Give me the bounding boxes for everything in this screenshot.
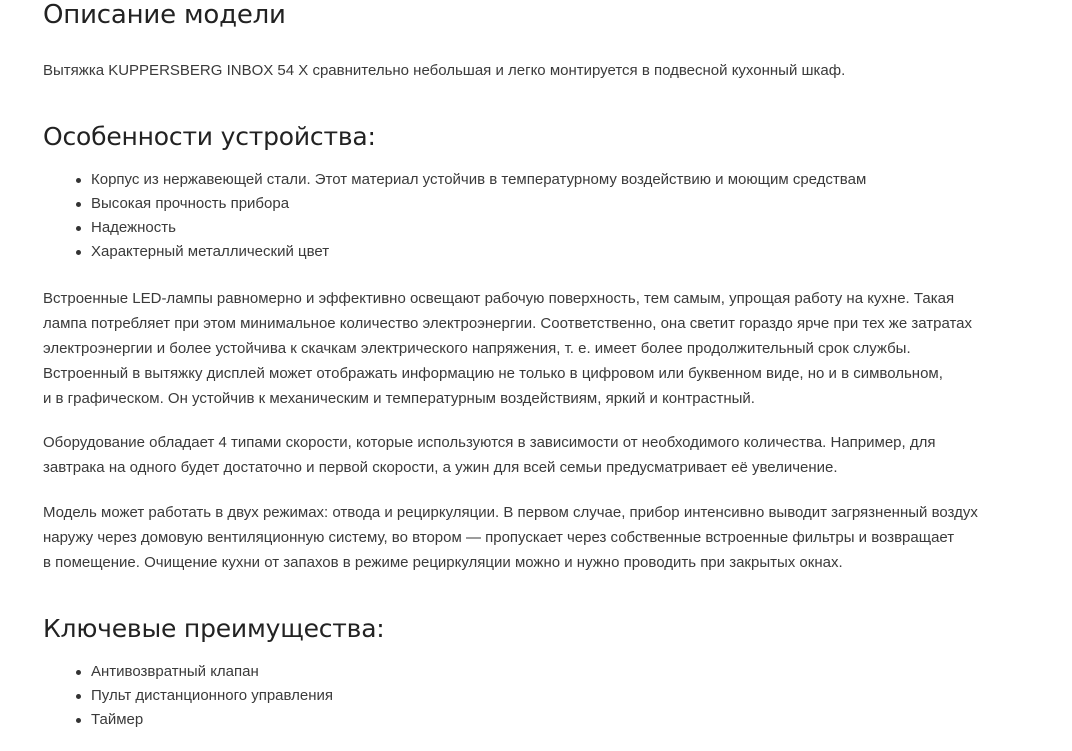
led-paragraph [43, 286, 1053, 411]
text-line: и в графическом. Он устойчив к механическим и температурным воздействиям, яркий и контрастный. [43, 390, 755, 407]
advantages-heading: Ключевые преимущества: [43, 614, 385, 643]
list-item: Таймер [43, 708, 333, 732]
text-line: Встроенный в вытяжку дисплей может отображать информацию не только в цифровом или буквенном виде, но и в символьном, [43, 365, 943, 382]
modes-paragraph [43, 500, 1053, 575]
list-item: Пульт дистанционного управления [43, 684, 333, 708]
intro-text: Вытяжка KUPPERSBERG INBOX 54 X сравнительно небольшая и легко монтируется в подвесной кухонный шкаф. [43, 62, 846, 79]
text-line: в помещение. Очищение кухни от запахов в режиме рециркуляции можно и нужно проводить при закрытых окнах. [43, 554, 843, 571]
text-line: Встроенные LED-лампы равномерно и эффективно освещают рабочую поверхность, тем самым, упрощая работу на кухне. Такая [43, 290, 955, 307]
list-item: Высокая прочность прибора [43, 192, 866, 216]
text-line: наружу через домовую вентиляционную систему, во втором — пропускает через собственные встроенные фильтры и возвращает [43, 529, 955, 546]
list-item: Антивозвратный клапан [43, 660, 333, 684]
text-line: Модель может работать в двух режимах: отвода и рециркуляции. В первом случае, прибор интенсивно выводит загрязненный воздух [43, 504, 978, 521]
list-item: Характерный металлический цвет [43, 240, 866, 264]
text-line: завтрака на одного будет достаточно и первой скорости, а ужин для всей семьи предусматривает её увеличение. [43, 459, 838, 476]
speed-paragraph [43, 430, 1053, 480]
text-line: Оборудование обладает 4 типами скорости, которые используются в зависимости от необходимого количества. Например, для [43, 434, 936, 451]
advantages-list [43, 660, 333, 732]
text-line: электроэнергии и более устойчива к скачкам электрического напряжения, т. е. имеет более продолжительный срок службы. [43, 340, 911, 357]
page-title: Описание модели [43, 0, 286, 30]
features-list [43, 168, 866, 264]
intro-paragraph [43, 58, 1053, 83]
list-item: Корпус из нержавеющей стали. Этот материал устойчив в температурному воздействию и моющим средствам [43, 168, 866, 192]
features-heading: Особенности устройства: [43, 122, 376, 151]
text-line: лампа потребляет при этом минимальное количество электроэнергии. Соответственно, она светит гораздо ярче при тех же затратах [43, 315, 973, 332]
list-item: Надежность [43, 216, 866, 240]
